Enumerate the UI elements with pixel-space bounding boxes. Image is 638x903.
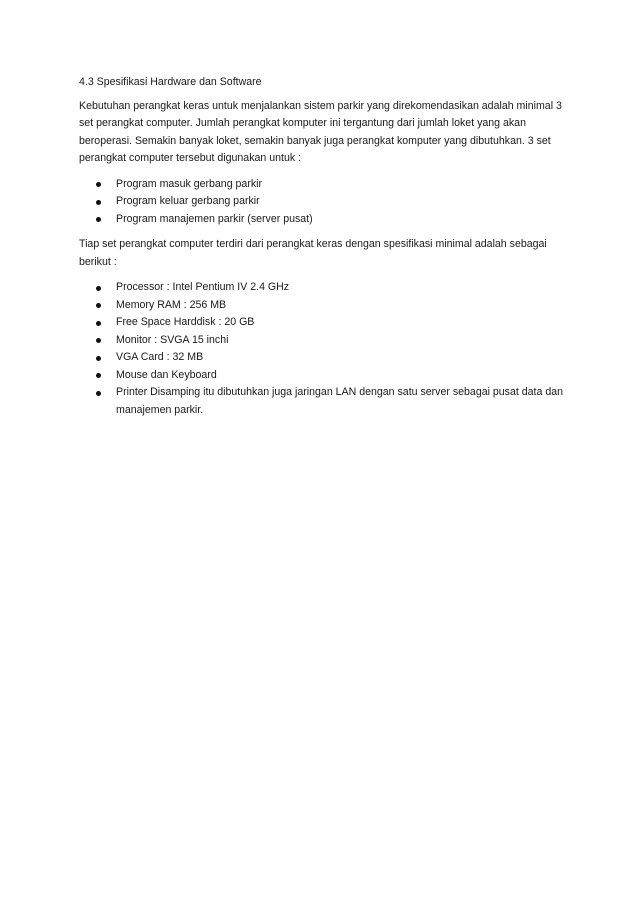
bullet-icon (96, 321, 101, 326)
list-item-text: VGA Card : 32 MB (116, 351, 204, 363)
list-item (79, 279, 565, 297)
list-item-text: Program manajemen parkir (server pusat) (116, 212, 313, 225)
bullet-icon (96, 200, 101, 205)
list-item-text: Processor : Intel Pentium IV 2.4 GHz (116, 281, 290, 293)
list-item-text: Program masuk gerbang parkir (116, 177, 263, 190)
list-item (79, 176, 565, 194)
list-item-text: Program keluar gerbang parkir (116, 195, 260, 207)
bullet-icon (96, 217, 101, 222)
list-item (79, 211, 565, 229)
bullet-icon (96, 356, 101, 361)
list-item-text: Printer Disamping itu dibutuhkan juga jaringan LAN dengan satu server sebagai pusat data dan manajemen parkir. (116, 386, 563, 416)
spec-paragraph: Tiap set perangkat computer terdiri dari perangkat keras dengan spesifikasi minimal adalah sebagai berikut : (79, 238, 547, 268)
list-item-text: Memory RAM : 256 MB (116, 298, 227, 311)
program-list (79, 176, 565, 229)
intro-paragraph: Kebutuhan perangkat keras untuk menjalankan sistem parkir yang direkomendasikan adalah minimal 3 set perangkat computer. Jumlah perangkat komputer ini tergantung dari jumlah loket yang akan beroperasi. Semakin banyak loket, semakin banyak juga perangkat komputer yang dibutuhkan. 3 set perangkat computer tersebut digunakan untuk : (79, 99, 562, 164)
list-item (79, 349, 565, 367)
bullet-icon (96, 286, 101, 291)
list-item (79, 367, 565, 385)
bullet-icon (96, 303, 101, 308)
bullet-icon (96, 338, 101, 343)
bullet-icon (96, 373, 101, 378)
list-item-text: Monitor : SVGA 15 inchi (116, 333, 229, 346)
list-item (79, 193, 565, 211)
bullet-icon (96, 391, 101, 396)
section-heading: 4.3 Spesifikasi Hardware dan Software (79, 76, 262, 88)
list-item (79, 384, 565, 419)
bullet-icon (96, 182, 101, 187)
list-item (79, 332, 565, 350)
list-item (79, 297, 565, 315)
list-item (79, 314, 565, 332)
spec-list (79, 279, 565, 419)
document-page (79, 74, 565, 427)
list-item-text: Mouse dan Keyboard (116, 368, 217, 381)
list-item-text: Free Space Harddisk : 20 GB (116, 316, 255, 328)
